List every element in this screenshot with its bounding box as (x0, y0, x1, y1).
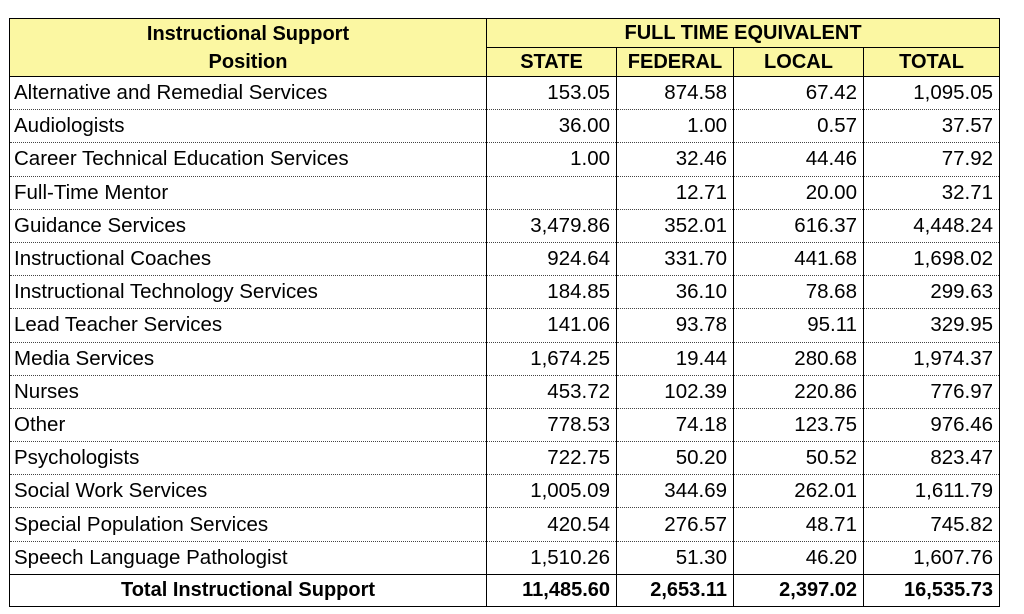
state-column-header: STATE (487, 48, 617, 77)
table-row (10, 209, 1000, 242)
federal-cell: 36.10 (617, 276, 734, 309)
state-cell: 924.64 (487, 242, 617, 275)
table-row (10, 143, 1000, 176)
position-cell: Full-Time Mentor (10, 176, 487, 209)
total-cell: 976.46 (864, 408, 1000, 441)
table-footer (10, 574, 1000, 606)
local-cell: 441.68 (734, 242, 864, 275)
total-cell: 329.95 (864, 309, 1000, 342)
local-column-header: LOCAL (734, 48, 864, 77)
totals-label: Total Instructional Support (10, 574, 487, 606)
state-cell: 722.75 (487, 442, 617, 475)
totals-total: 16,535.73 (864, 574, 1000, 606)
position-cell: Special Population Services (10, 508, 487, 541)
federal-cell: 50.20 (617, 442, 734, 475)
total-cell: 1,095.05 (864, 77, 1000, 110)
federal-cell: 352.01 (617, 209, 734, 242)
totals-state: 11,485.60 (487, 574, 617, 606)
federal-cell: 276.57 (617, 508, 734, 541)
state-cell: 1,674.25 (487, 342, 617, 375)
local-cell: 20.00 (734, 176, 864, 209)
position-cell: Alternative and Remedial Services (10, 77, 487, 110)
totals-row (10, 574, 1000, 606)
local-cell: 616.37 (734, 209, 864, 242)
federal-cell: 32.46 (617, 143, 734, 176)
total-cell: 1,974.37 (864, 342, 1000, 375)
local-cell: 46.20 (734, 541, 864, 574)
table-row (10, 442, 1000, 475)
local-cell: 50.52 (734, 442, 864, 475)
federal-cell: 344.69 (617, 475, 734, 508)
table-row (10, 276, 1000, 309)
position-cell: Audiologists (10, 110, 487, 143)
state-cell: 1.00 (487, 143, 617, 176)
state-cell: 184.85 (487, 276, 617, 309)
table-row (10, 342, 1000, 375)
fte-table (9, 18, 1000, 607)
federal-cell: 19.44 (617, 342, 734, 375)
local-cell: 48.71 (734, 508, 864, 541)
federal-cell: 12.71 (617, 176, 734, 209)
position-cell: Guidance Services (10, 209, 487, 242)
federal-cell: 331.70 (617, 242, 734, 275)
total-cell: 32.71 (864, 176, 1000, 209)
table-row (10, 77, 1000, 110)
federal-cell: 74.18 (617, 408, 734, 441)
position-cell: Nurses (10, 375, 487, 408)
total-cell: 37.57 (864, 110, 1000, 143)
federal-cell: 51.30 (617, 541, 734, 574)
position-cell: Psychologists (10, 442, 487, 475)
total-cell: 823.47 (864, 442, 1000, 475)
total-column-header: TOTAL (864, 48, 1000, 77)
local-cell: 0.57 (734, 110, 864, 143)
state-cell (487, 176, 617, 209)
total-cell: 745.82 (864, 508, 1000, 541)
total-cell: 1,611.79 (864, 475, 1000, 508)
position-header-line1: Instructional Support (146, 22, 350, 45)
federal-cell: 93.78 (617, 309, 734, 342)
state-cell: 3,479.86 (487, 209, 617, 242)
local-cell: 44.46 (734, 143, 864, 176)
federal-cell: 102.39 (617, 375, 734, 408)
state-cell: 1,510.26 (487, 541, 617, 574)
total-cell: 4,448.24 (864, 209, 1000, 242)
local-cell: 95.11 (734, 309, 864, 342)
table-row (10, 176, 1000, 209)
state-cell: 420.54 (487, 508, 617, 541)
position-cell: Speech Language Pathologist (10, 541, 487, 574)
position-cell: Social Work Services (10, 475, 487, 508)
total-cell: 77.92 (864, 143, 1000, 176)
state-cell: 778.53 (487, 408, 617, 441)
local-cell: 280.68 (734, 342, 864, 375)
position-cell: Instructional Technology Services (10, 276, 487, 309)
local-cell: 220.86 (734, 375, 864, 408)
total-cell: 776.97 (864, 375, 1000, 408)
state-cell: 36.00 (487, 110, 617, 143)
federal-cell: 1.00 (617, 110, 734, 143)
federal-cell: 874.58 (617, 77, 734, 110)
state-cell: 141.06 (487, 309, 617, 342)
federal-column-header: FEDERAL (617, 48, 734, 77)
position-column-header (10, 19, 487, 77)
fte-group-header: FULL TIME EQUIVALENT (487, 19, 1000, 48)
table-row (10, 242, 1000, 275)
local-cell: 78.68 (734, 276, 864, 309)
total-cell: 1,607.76 (864, 541, 1000, 574)
table-header (10, 19, 1000, 77)
table-row (10, 375, 1000, 408)
table-body (10, 77, 1000, 575)
table-row (10, 541, 1000, 574)
table-row (10, 110, 1000, 143)
position-cell: Career Technical Education Services (10, 143, 487, 176)
position-cell: Instructional Coaches (10, 242, 487, 275)
total-cell: 1,698.02 (864, 242, 1000, 275)
total-cell: 299.63 (864, 276, 1000, 309)
position-cell: Other (10, 408, 487, 441)
position-header-line2: Position (208, 50, 288, 73)
local-cell: 67.42 (734, 77, 864, 110)
totals-local: 2,397.02 (734, 574, 864, 606)
totals-federal: 2,653.11 (617, 574, 734, 606)
table-row (10, 408, 1000, 441)
table-row (10, 508, 1000, 541)
table-row (10, 475, 1000, 508)
table-row (10, 309, 1000, 342)
state-cell: 1,005.09 (487, 475, 617, 508)
local-cell: 262.01 (734, 475, 864, 508)
state-cell: 453.72 (487, 375, 617, 408)
position-cell: Media Services (10, 342, 487, 375)
local-cell: 123.75 (734, 408, 864, 441)
position-cell: Lead Teacher Services (10, 309, 487, 342)
state-cell: 153.05 (487, 77, 617, 110)
